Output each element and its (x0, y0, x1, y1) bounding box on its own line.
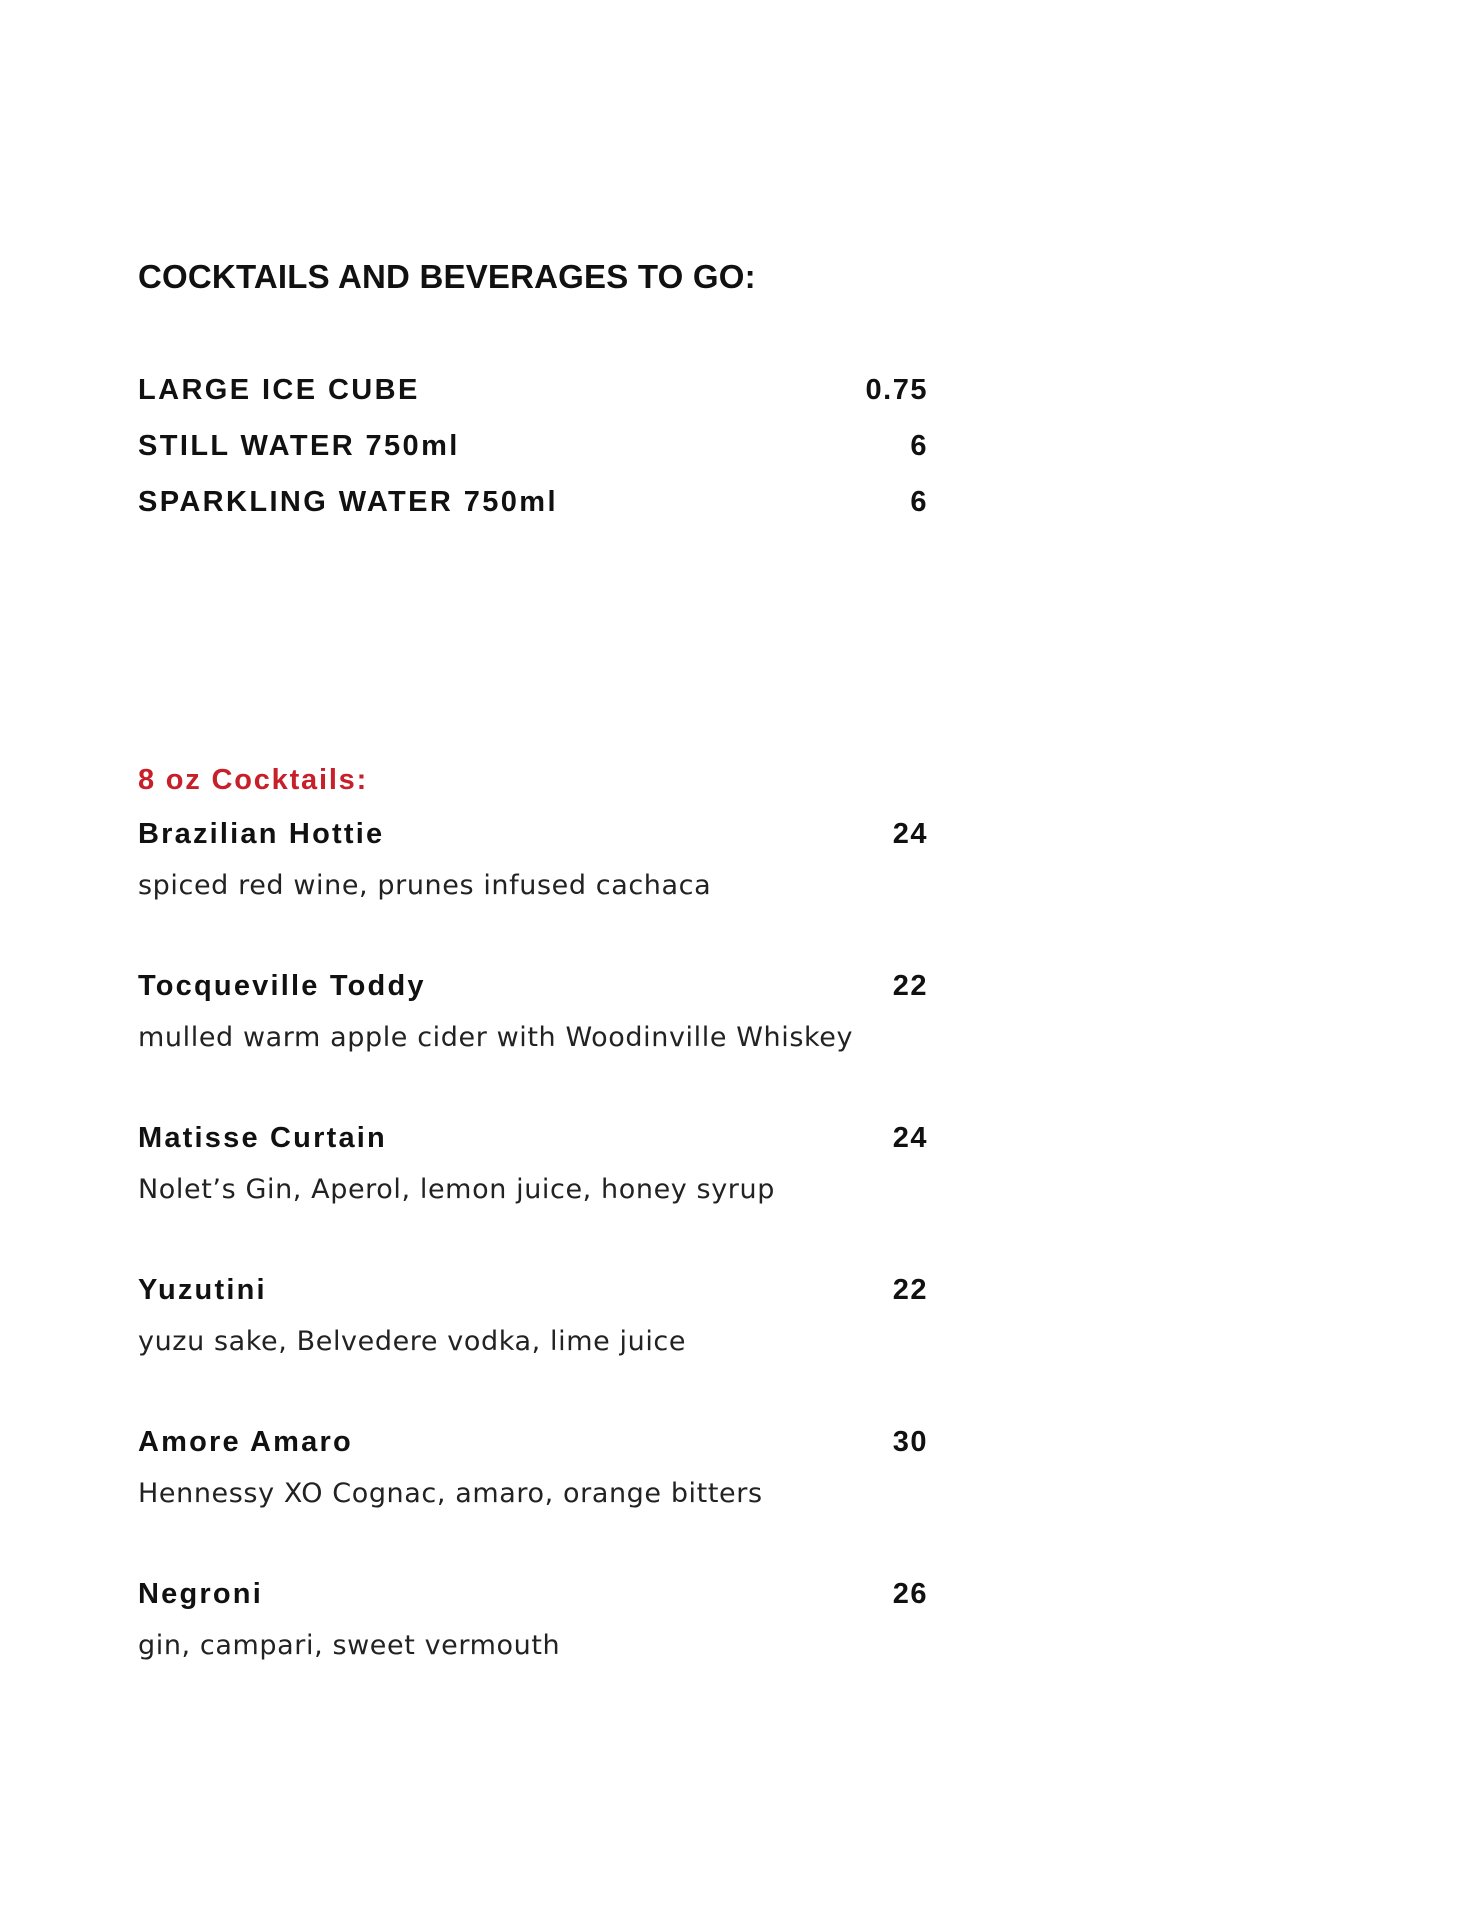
beverage-name: SPARKLING WATER 750ml (138, 486, 558, 518)
beverage-item (138, 374, 928, 430)
beverage-item (138, 430, 928, 486)
cocktail-item (138, 970, 928, 1122)
beverage-price: 0.75 (865, 374, 928, 406)
cocktail-list (138, 818, 928, 1730)
cocktail-item (138, 1426, 928, 1578)
cocktail-description: yuzu sake, Belvedere vodka, lime juice (138, 1326, 687, 1357)
cocktail-name: Yuzutini (138, 1274, 267, 1306)
beverage-name: LARGE ICE CUBE (138, 374, 420, 406)
beverage-list (138, 374, 928, 542)
cocktails-section-heading: 8 oz Cocktails: (138, 764, 369, 796)
beverage-name: STILL WATER 750ml (138, 430, 460, 462)
cocktail-price: 30 (892, 1426, 928, 1458)
cocktail-item (138, 1274, 928, 1426)
cocktail-item (138, 818, 928, 970)
cocktail-price: 22 (892, 970, 928, 1002)
cocktail-price: 26 (892, 1578, 928, 1610)
cocktail-description: gin, campari, sweet vermouth (138, 1630, 561, 1661)
cocktail-name: Negroni (138, 1578, 263, 1610)
cocktail-header (138, 1122, 928, 1166)
cocktail-header (138, 818, 928, 862)
cocktail-description: Nolet’s Gin, Aperol, lemon juice, honey syrup (138, 1174, 775, 1205)
cocktail-price: 24 (892, 818, 928, 850)
beverage-price: 6 (910, 486, 928, 518)
cocktail-name: Tocqueville Toddy (138, 970, 426, 1002)
cocktail-description: spiced red wine, prunes infused cachaca (138, 870, 712, 901)
cocktail-description: mulled warm apple cider with Woodinville Whiskey (138, 1022, 854, 1053)
beverage-item (138, 486, 928, 542)
cocktail-item (138, 1122, 928, 1274)
cocktail-header (138, 1274, 928, 1318)
cocktail-header (138, 1578, 928, 1622)
page-title: COCKTAILS AND BEVERAGES TO GO: (138, 258, 756, 295)
cocktail-name: Amore Amaro (138, 1426, 353, 1458)
beverage-price: 6 (910, 430, 928, 462)
cocktail-header (138, 970, 928, 1014)
cocktail-name: Matisse Curtain (138, 1122, 387, 1154)
cocktail-name: Brazilian Hottie (138, 818, 385, 850)
cocktail-header (138, 1426, 928, 1470)
cocktail-description: Hennessy XO Cognac, amaro, orange bitters (138, 1478, 763, 1509)
cocktail-item (138, 1578, 928, 1730)
cocktail-price: 24 (892, 1122, 928, 1154)
cocktail-price: 22 (892, 1274, 928, 1306)
